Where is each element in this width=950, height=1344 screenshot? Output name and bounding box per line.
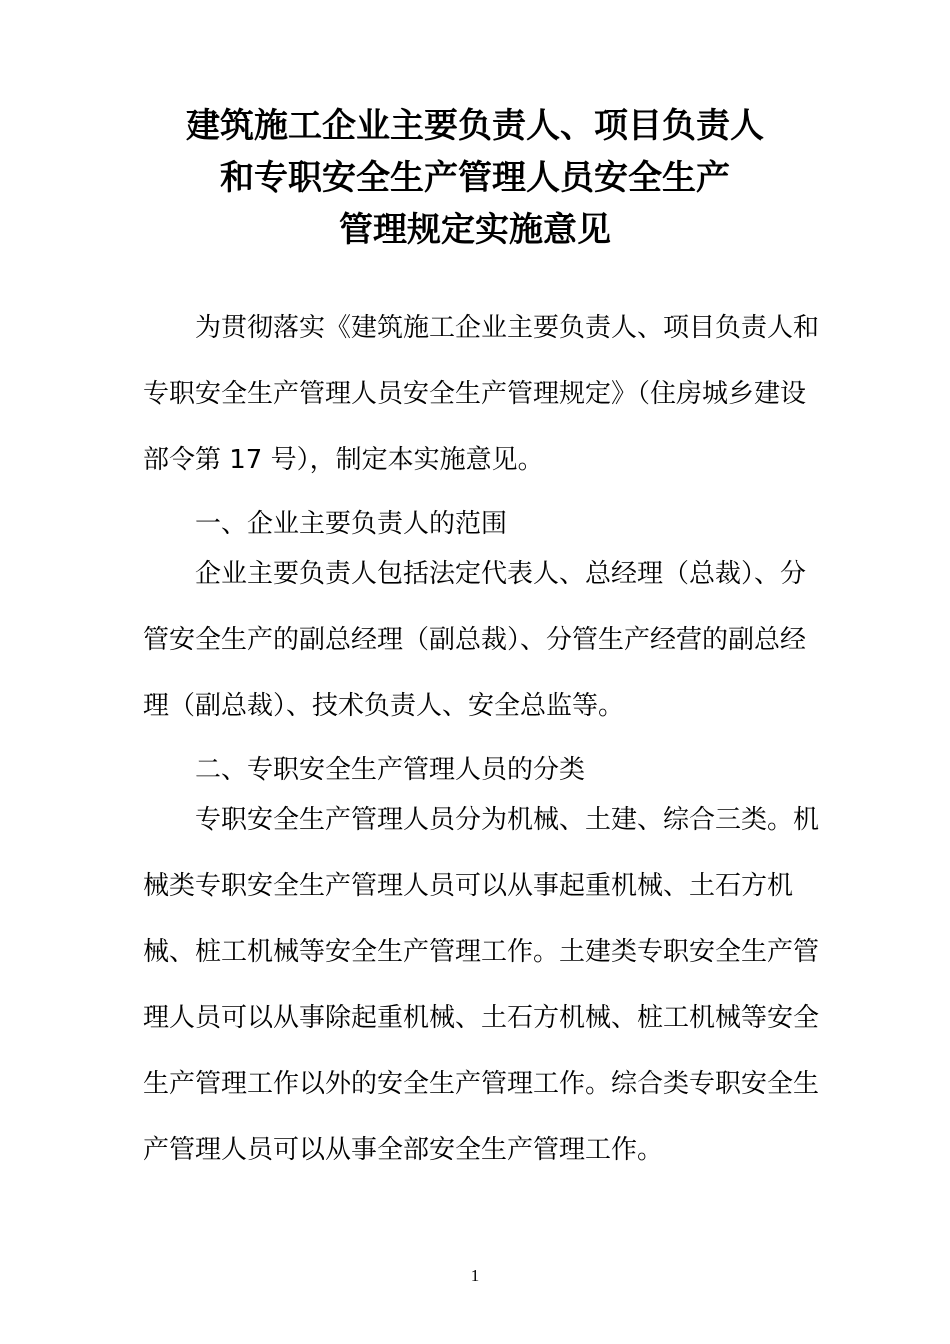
paragraph-line: 为贯彻落实《建筑施工企业主要负责人、项目负责人和 [195, 313, 820, 343]
paragraph-line: 械类专职安全生产管理人员可以从事起重机械、土石方机 [143, 871, 794, 901]
document-title-line-3: 管理规定实施意见 [339, 210, 611, 250]
paragraph-line: 管安全生产的副总经理（副总裁）、分管生产经营的副总经 [143, 625, 807, 655]
paragraph-line: 专职安全生产管理人员安全生产管理规定》（住房城乡建设 [143, 379, 807, 409]
document-title-line-2: 和专职安全生产管理人员安全生产 [220, 158, 730, 198]
document-title-line-1: 建筑施工企业主要负责人、项目负责人 [186, 106, 764, 146]
page-number: 1 [470, 1266, 480, 1285]
paragraph-line: 专职安全生产管理人员分为机械、土建、综合三类。机 [195, 805, 820, 835]
paragraph-line: 械、桩工机械等安全生产管理工作。土建类专职安全生产管 [143, 937, 820, 967]
paragraph-line: 企业主要负责人包括法定代表人、总经理（总裁）、分 [195, 559, 807, 589]
paragraph-line: 理（副总裁）、技术负责人、安全总监等。 [143, 691, 625, 721]
paragraph-line: 产管理人员可以从事全部安全生产管理工作。 [143, 1135, 664, 1165]
section-heading-2: 二、专职安全生产管理人员的分类 [195, 755, 586, 785]
paragraph-line: 理人员可以从事除起重机械、土石方机械、桩工机械等安全 [143, 1003, 820, 1033]
paragraph-line: 部令第 17 号），制定本实施意见。 [143, 445, 544, 475]
paragraph-line: 生产管理工作以外的安全生产管理工作。综合类专职安全生 [143, 1069, 820, 1099]
section-heading-1: 一、企业主要负责人的范围 [195, 509, 508, 539]
